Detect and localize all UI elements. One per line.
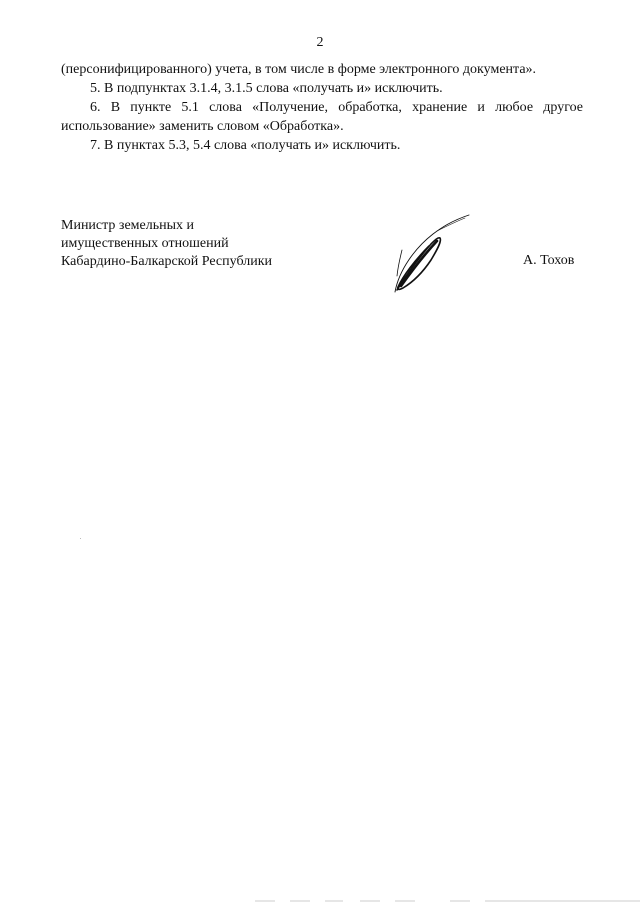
signature-title-line-2: имущественных отношений [61, 236, 229, 251]
handwritten-signature [385, 210, 475, 300]
scan-artifact-edge [255, 900, 640, 902]
signer-name: А. Тохов [523, 253, 575, 268]
page-number: 2 [316, 35, 324, 50]
signature-title [61, 217, 272, 271]
signature-title-line-1: Министр земельных и [61, 218, 195, 233]
paragraph-item-6-line2: использование» заменить словом «Обработка». [61, 119, 344, 134]
scan-artifact-dot [80, 538, 81, 539]
paragraph-continuation: (персонифицированного) учета, в том числе в форме электронного документа». [61, 62, 537, 77]
paragraph-item-7: 7. В пунктах 5.3, 5.4 слова «получать и» исключить. [90, 138, 401, 153]
signature-title-line-3: Кабардино-Балкарской Республики [61, 254, 272, 269]
paragraph-item-5: 5. В подпунктах 3.1.4, 3.1.5 слова «получать и» исключить. [90, 81, 443, 96]
paragraph-item-6-line1: 6. В пункте 5.1 слова «Получение, обработка, хранение и любое другое [90, 100, 583, 115]
body-text [61, 60, 583, 155]
